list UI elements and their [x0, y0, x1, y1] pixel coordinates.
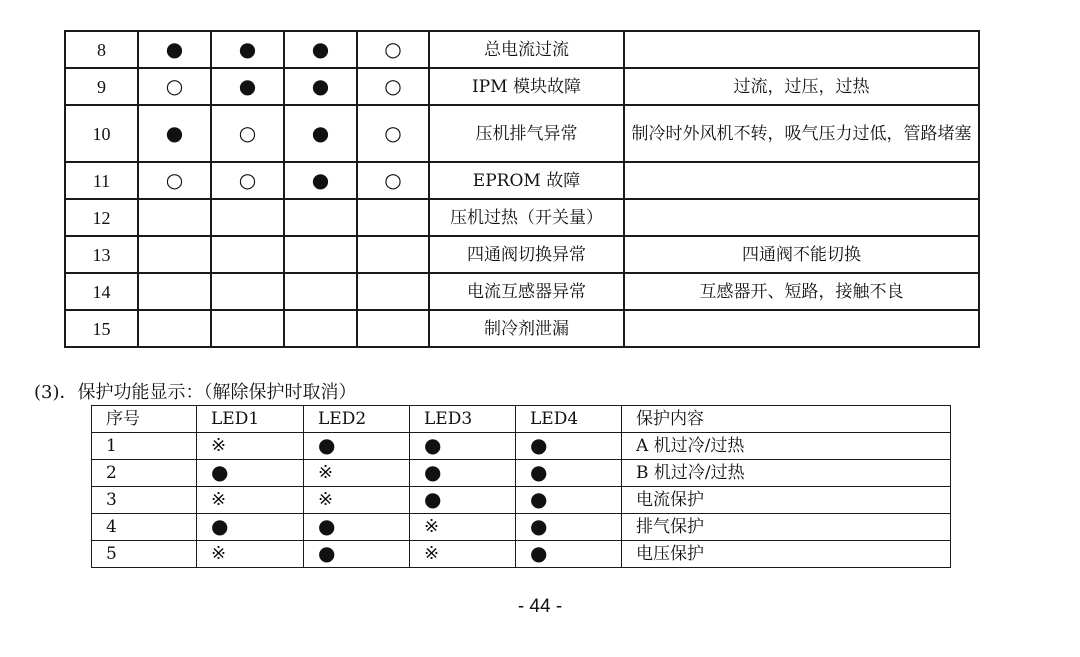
led-off-icon — [211, 162, 284, 199]
fault-number: 12 — [65, 199, 138, 236]
page-number: - 44 - — [517, 596, 563, 617]
led-on-icon — [138, 105, 211, 162]
protection-content: 排气保护 — [622, 514, 951, 541]
led-off-icon — [138, 162, 211, 199]
column-header: LED1 — [197, 406, 304, 433]
protection-content: 电压保护 — [622, 541, 951, 568]
led-off-icon — [357, 105, 429, 162]
fault-name: 总电流过流 — [429, 31, 624, 68]
led-off-icon — [357, 68, 429, 105]
table-row — [92, 460, 951, 487]
protection-number: 3 — [92, 487, 197, 514]
fault-name: 电流互感器异常 — [429, 273, 624, 310]
fault-name: 压机过热（开关量） — [429, 199, 624, 236]
led-off-icon — [357, 31, 429, 68]
led-flash-icon — [304, 487, 410, 514]
empty-cell — [138, 310, 211, 347]
table-row — [65, 273, 979, 310]
fault-number: 13 — [65, 236, 138, 273]
empty-cell — [138, 273, 211, 310]
column-header: LED4 — [516, 406, 622, 433]
led-on-icon — [410, 433, 516, 460]
empty-cell — [211, 310, 284, 347]
led-off-icon — [211, 105, 284, 162]
fault-number: 9 — [65, 68, 138, 105]
protection-content: B 机过冷/过热 — [622, 460, 951, 487]
column-header: LED2 — [304, 406, 410, 433]
led-on-icon — [138, 31, 211, 68]
led-on-icon — [304, 433, 410, 460]
led-on-icon — [410, 460, 516, 487]
fault-name: EPROM 故障 — [429, 162, 624, 199]
column-header: LED3 — [410, 406, 516, 433]
led-on-icon — [284, 105, 357, 162]
fault-detail — [624, 31, 979, 68]
led-off-icon — [357, 162, 429, 199]
fault-detail — [624, 199, 979, 236]
table-row — [92, 487, 951, 514]
empty-cell — [357, 236, 429, 273]
led-flash-icon — [410, 514, 516, 541]
led-on-icon — [197, 460, 304, 487]
fault-detail: 互感器开、短路，接触不良 — [624, 273, 979, 310]
led-on-icon — [410, 487, 516, 514]
led-on-icon — [304, 514, 410, 541]
fault-number: 15 — [65, 310, 138, 347]
table-row — [65, 162, 979, 199]
table-row — [65, 105, 979, 162]
fault-number: 14 — [65, 273, 138, 310]
protection-content: 电流保护 — [622, 487, 951, 514]
empty-cell — [284, 310, 357, 347]
protection-number: 1 — [92, 433, 197, 460]
protection-content: A 机过冷/过热 — [622, 433, 951, 460]
empty-cell — [357, 310, 429, 347]
fault-detail — [624, 162, 979, 199]
led-flash-icon — [304, 460, 410, 487]
fault-number: 10 — [65, 105, 138, 162]
led-on-icon — [211, 31, 284, 68]
empty-cell — [284, 236, 357, 273]
fault-name: 压机排气异常 — [429, 105, 624, 162]
fault-number: 11 — [65, 162, 138, 199]
table-row — [65, 236, 979, 273]
table-header-row — [92, 406, 951, 433]
led-on-icon — [516, 514, 622, 541]
led-on-icon — [197, 514, 304, 541]
led-on-icon — [284, 162, 357, 199]
table-row — [92, 433, 951, 460]
led-flash-icon — [197, 541, 304, 568]
fault-number: 8 — [65, 31, 138, 68]
protection-number: 5 — [92, 541, 197, 568]
led-on-icon — [304, 541, 410, 568]
fault-code-table — [64, 30, 980, 348]
empty-cell — [211, 236, 284, 273]
column-header: 序号 — [92, 406, 197, 433]
led-off-icon — [138, 68, 211, 105]
led-on-icon — [284, 68, 357, 105]
led-flash-icon — [197, 433, 304, 460]
empty-cell — [211, 273, 284, 310]
fault-name: 制冷剂泄漏 — [429, 310, 624, 347]
table-row — [65, 31, 979, 68]
fault-name: IPM 模块故障 — [429, 68, 624, 105]
empty-cell — [357, 273, 429, 310]
protection-display-table — [91, 405, 951, 568]
table-row — [92, 514, 951, 541]
empty-cell — [211, 199, 284, 236]
fault-detail: 过流，过压，过热 — [624, 68, 979, 105]
fault-detail — [624, 310, 979, 347]
led-on-icon — [516, 433, 622, 460]
fault-detail: 四通阀不能切换 — [624, 236, 979, 273]
fault-detail: 制冷时外风机不转，吸气压力过低，管路堵塞 — [624, 105, 979, 162]
led-on-icon — [516, 460, 622, 487]
table-row — [65, 310, 979, 347]
section-heading: (3)．保护功能显示：（解除保护时取消） — [34, 382, 357, 403]
led-on-icon — [211, 68, 284, 105]
table-row — [92, 541, 951, 568]
led-flash-icon — [197, 487, 304, 514]
table-row — [65, 199, 979, 236]
column-header: 保护内容 — [622, 406, 951, 433]
empty-cell — [138, 199, 211, 236]
protection-number: 4 — [92, 514, 197, 541]
led-on-icon — [516, 541, 622, 568]
fault-name: 四通阀切换异常 — [429, 236, 624, 273]
empty-cell — [284, 199, 357, 236]
led-on-icon — [284, 31, 357, 68]
empty-cell — [357, 199, 429, 236]
empty-cell — [284, 273, 357, 310]
empty-cell — [138, 236, 211, 273]
led-on-icon — [516, 487, 622, 514]
table-row — [65, 68, 979, 105]
led-flash-icon — [410, 541, 516, 568]
protection-number: 2 — [92, 460, 197, 487]
